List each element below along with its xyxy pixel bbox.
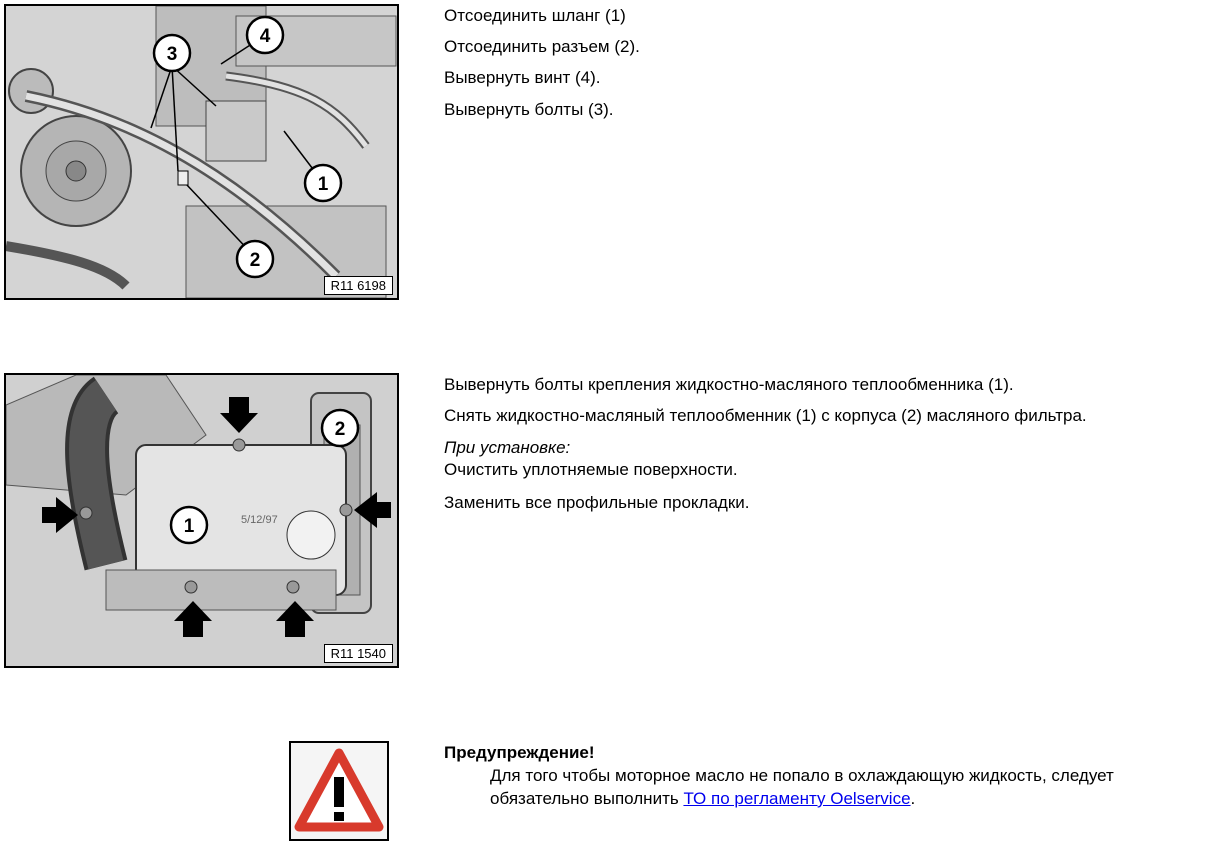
- step-remove-cooler-bolts: Вывернуть болты крепления жидкостно-масляного теплообменника (1).: [444, 375, 1014, 394]
- step-clean-surfaces: Очистить уплотняемые поверхности.: [444, 460, 738, 479]
- step-disconnect-connector: Отсоединить разъем (2).: [444, 37, 640, 56]
- svg-text:5/12/97: 5/12/97: [241, 514, 278, 526]
- warning-icon: [289, 741, 389, 841]
- figure-ref-code: R11 6198: [324, 276, 393, 295]
- engine-figure-1: [4, 4, 399, 300]
- svg-text:2: 2: [249, 250, 261, 271]
- oelservice-link[interactable]: ТО по регламенту Oelservice: [683, 789, 911, 808]
- oil-cooler-figure-2: [4, 373, 399, 668]
- svg-text:3: 3: [166, 44, 178, 65]
- step-replace-gaskets: Заменить все профильные прокладки.: [444, 493, 750, 512]
- warning-line-1: Для того чтобы моторное масло не попало в охлаждающую жидкость, следует: [490, 766, 1114, 785]
- svg-text:2: 2: [334, 419, 346, 440]
- warning-line-2: [490, 790, 915, 807]
- svg-text:1: 1: [317, 174, 329, 195]
- callout-2: [322, 410, 358, 446]
- callout-2: [237, 241, 273, 277]
- warning-line-2-suffix: .: [910, 789, 916, 808]
- step-disconnect-hose: Отсоединить шланг (1): [444, 6, 626, 25]
- step-remove-cooler: Снять жидкостно-масляный теплообменник (1) с корпуса (2) масляного фильтра.: [444, 406, 1087, 425]
- svg-text:1: 1: [183, 516, 195, 537]
- engine-illustration-1: [6, 6, 397, 298]
- install-heading: При установке:: [444, 438, 571, 457]
- callout-1: [305, 165, 341, 201]
- svg-text:4: 4: [259, 26, 271, 47]
- callout-1: [171, 507, 207, 543]
- step-remove-screw: Вывернуть винт (4).: [444, 68, 601, 87]
- warning-title: Предупреждение!: [444, 743, 595, 762]
- oil-cooler-illustration: [6, 375, 397, 666]
- warning-line-2-prefix: обязательно выполнить: [490, 789, 684, 808]
- figure-ref-code: R11 1540: [324, 644, 393, 663]
- step-remove-bolts: Вывернуть болты (3).: [444, 100, 614, 119]
- callout-3: [154, 35, 190, 71]
- callout-4: [247, 17, 283, 53]
